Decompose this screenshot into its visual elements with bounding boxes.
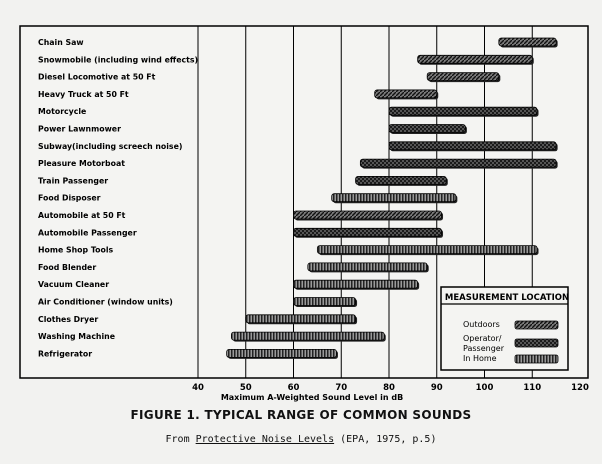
- range-bar: [317, 246, 537, 254]
- x-axis-ticks: [192, 383, 589, 393]
- x-tick-label: 80: [383, 383, 395, 393]
- range-bar: [294, 228, 442, 236]
- legend-label-home: In Home: [463, 354, 497, 363]
- legend-swatch-operator: [515, 339, 558, 347]
- x-tick-label: 60: [287, 383, 300, 393]
- range-bar: [499, 38, 556, 46]
- category-label: Diesel Locomotive at 50 Ft: [38, 72, 156, 82]
- range-bar: [360, 159, 556, 167]
- range-bar: [294, 211, 442, 219]
- range-bar: [418, 55, 533, 63]
- category-label: Pleasure Motorboat: [38, 159, 125, 169]
- range-bar: [294, 298, 356, 306]
- category-label: Food Disposer: [38, 193, 101, 203]
- source-prefix: From: [165, 434, 196, 445]
- category-label: Home Shop Tools: [38, 245, 114, 255]
- x-tick-label: 90: [430, 383, 443, 393]
- legend-swatch-home: [515, 355, 558, 363]
- range-bar: [294, 280, 418, 288]
- range-bar: [308, 263, 427, 271]
- range-bar: [231, 332, 384, 340]
- source-title: Protective Noise Levels: [195, 434, 335, 445]
- x-tick-label: 110: [523, 383, 542, 393]
- x-tick-label: 40: [192, 383, 204, 393]
- range-bar: [375, 90, 437, 98]
- category-label: Automobile Passenger: [38, 228, 137, 238]
- range-bar: [227, 349, 337, 357]
- category-label: Refrigerator: [38, 349, 93, 359]
- legend-label-operator: [463, 334, 505, 353]
- range-bar: [389, 107, 537, 115]
- legend-label-outdoors: Outdoors: [463, 320, 500, 329]
- category-label: Heavy Truck at 50 Ft: [38, 89, 129, 99]
- category-label: Washing Machine: [38, 332, 115, 342]
- category-label: Vacuum Cleaner: [38, 280, 110, 290]
- legend-box: [441, 287, 569, 370]
- range-bar: [427, 73, 499, 81]
- range-bar: [246, 315, 356, 323]
- x-axis-label: Maximum A-Weighted Sound Level in dB: [220, 393, 404, 402]
- category-label: Power Lawnmower: [38, 124, 121, 134]
- source-suffix: (EPA, 1975, p.5): [334, 434, 437, 445]
- range-bar: [389, 125, 465, 133]
- range-bar: [356, 176, 447, 184]
- category-label: Train Passenger: [38, 176, 109, 186]
- source-caption: [0, 434, 602, 445]
- category-label: Subway(including screech noise): [38, 141, 183, 151]
- figure-caption: FIGURE 1. TYPICAL RANGE OF COMMON SOUNDS: [130, 408, 472, 422]
- category-label: Automobile at 50 Ft: [38, 211, 126, 220]
- legend-label-operator-line2: Passenger: [463, 344, 504, 353]
- legend-title: MEASUREMENT LOCATION: [444, 293, 570, 303]
- category-label: Motorcycle: [38, 107, 87, 117]
- legend-swatch-outdoors: [515, 321, 558, 329]
- range-bar: [389, 142, 556, 150]
- category-label: Chain Saw: [38, 38, 84, 47]
- x-tick-label: 100: [475, 383, 494, 393]
- legend-label-operator-line1: Operator/: [463, 334, 502, 343]
- x-tick-label: 70: [335, 383, 348, 393]
- range-bar: [332, 194, 456, 202]
- category-label: Clothes Dryer: [38, 314, 99, 324]
- category-label: Snowmobile (including wind effects): [38, 55, 199, 65]
- x-tick-label: 120: [571, 383, 589, 393]
- x-tick-label: 50: [239, 383, 252, 393]
- category-label: Air Conditioner (window units): [38, 297, 173, 307]
- category-label: Food Blender: [38, 262, 97, 272]
